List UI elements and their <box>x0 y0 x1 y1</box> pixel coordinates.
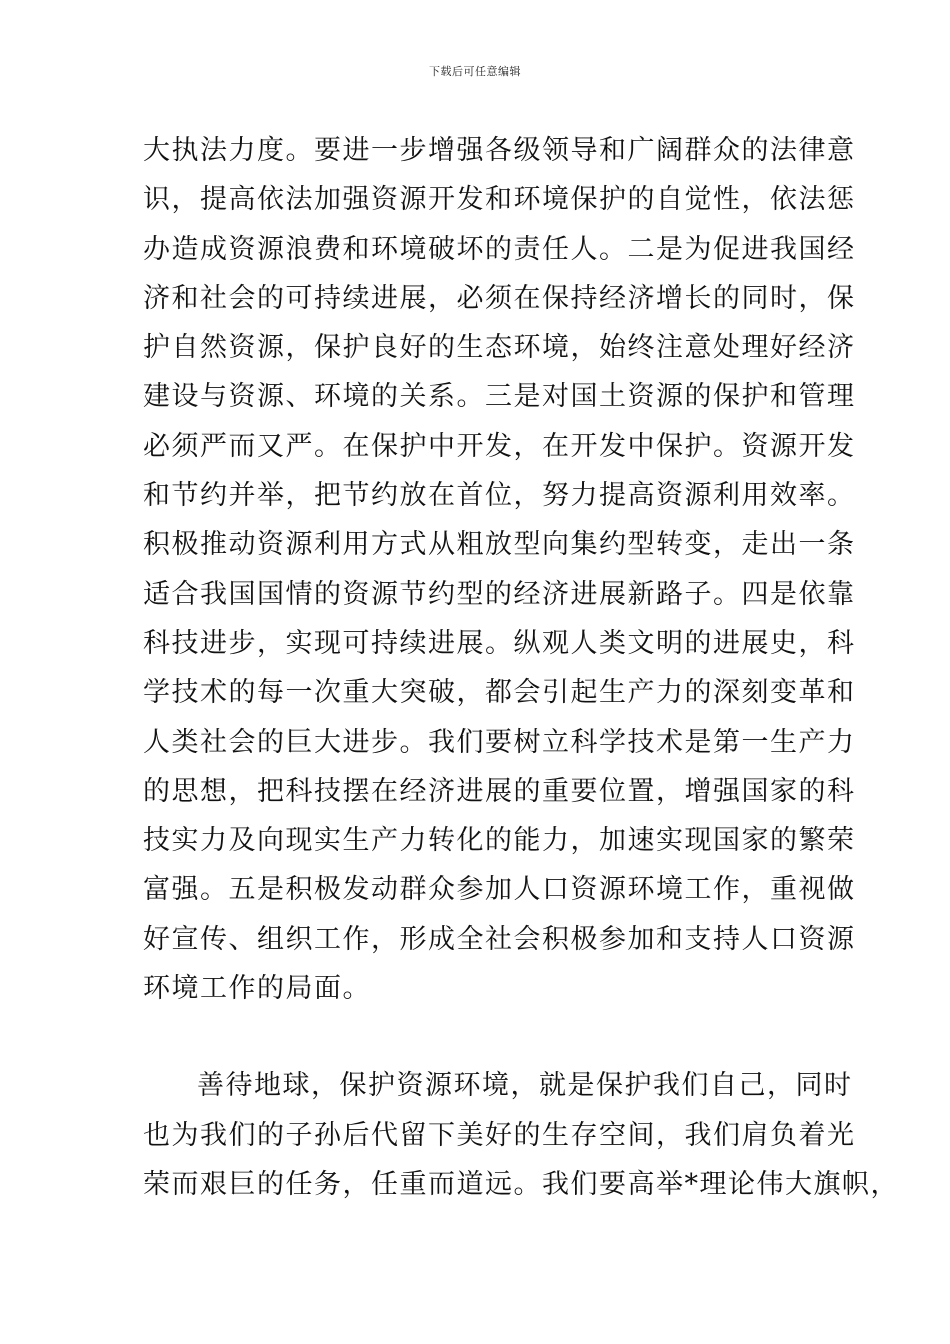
paragraph-1 <box>143 126 856 1013</box>
text-line: 人类社会的巨大进步。我们要树立科学技术是第一生产力 <box>143 726 856 758</box>
text-line: 好宣传、组织工作，形成全社会积极参加和支持人口资源 <box>143 923 856 955</box>
text-line: 的思想，把科技摆在经济进展的重要位置，增强国家的科 <box>143 775 856 807</box>
text-line: 也为我们的子孙后代留下美好的生存空间，我们肩负着光 <box>143 1119 856 1151</box>
text-line: 适合我国国情的资源节约型的经济进展新路子。四是依靠 <box>143 578 856 610</box>
text-line: 大执法力度。要进一步增强各级领导和广阔群众的法律意 <box>143 135 856 166</box>
text-line: 和节约并举，把节约放在首位，努力提高资源利用效率。 <box>143 480 856 512</box>
text-line: 护自然资源，保护良好的生态环境，始终注意处理好经济 <box>143 332 856 364</box>
text-line: 富强。五是积极发动群众参加人口资源环境工作，重视做 <box>143 874 856 906</box>
text-line: 必须严而又严。在保护中开发，在开发中保护。资源开发 <box>143 430 856 462</box>
paragraph-2 <box>143 1061 899 1209</box>
text-line: 学技术的每一次重大突破，都会引起生产力的深刻变革和 <box>143 677 856 709</box>
paragraph-spacer <box>143 1013 827 1061</box>
text-line: 办造成资源浪费和环境破坏的责任人。二是为促进我国经 <box>143 233 856 265</box>
text-line: 建设与资源、环境的关系。三是对国土资源的保护和管理 <box>143 381 856 413</box>
text-line: 积极推动资源利用方式从粗放型向集约型转变，走出一条 <box>143 529 856 561</box>
text-line: 济和社会的可持续进展，必须在保持经济增长的同时，保 <box>143 282 856 314</box>
text-line: 荣而艰巨的任务，任重而道远。我们要高举*理论伟大旗帜， <box>143 1168 899 1200</box>
text-line: 善待地球，保护资源环境，就是保护我们自己，同时 <box>197 1070 853 1102</box>
text-line: 科技进步，实现可持续进展。纵观人类文明的进展史，科 <box>143 627 856 659</box>
text-line: 技实力及向现实生产力转化的能力，加速实现国家的繁荣 <box>143 825 856 857</box>
text-line: 环境工作的局面。 <box>143 973 371 1005</box>
document-body <box>143 126 899 1209</box>
text-line: 识，提高依法加强资源开发和环境保护的自觉性，依法惩 <box>143 184 856 216</box>
page-header-note: 下载后可任意编辑 <box>429 65 521 78</box>
